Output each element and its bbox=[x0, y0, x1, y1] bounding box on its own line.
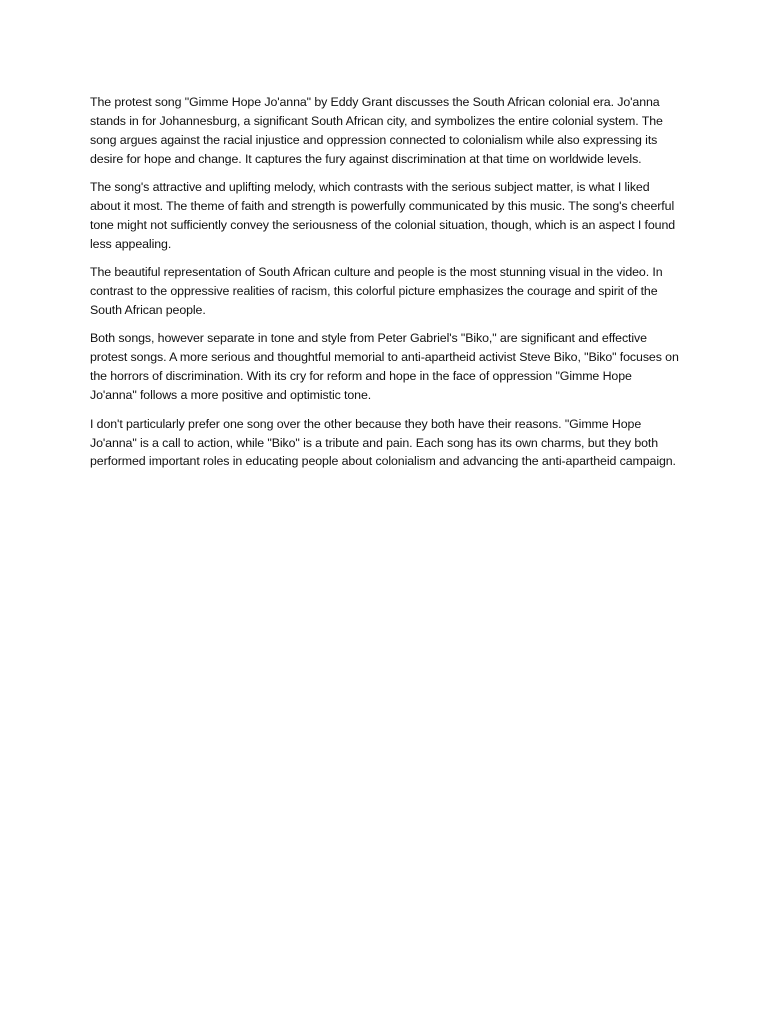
paragraph-1: The protest song "Gimme Hope Jo'anna" by Eddy Grant discusses the South African colonial era. Jo'anna stands in for Johannesburg, a significant South African city, and symbolizes the entire colonial system. The song argues against the racial injustice and oppression connected to colonialism while also expressing its desire for hope and change. It captures the fury against discrimination at that time on worldwide levels. bbox=[90, 95, 663, 166]
paragraph-4: Both songs, however separate in tone and style from Peter Gabriel's "Biko," are significant and effective protest songs. A more serious and thoughtful memorial to anti-apartheid activist Steve Biko, "Biko" focuses on the horrors of discrimination. With its cry for reform and hope in the face of oppression "Gimme Hope Jo'anna" follows a more positive and optimistic tone. bbox=[90, 331, 679, 403]
paragraph-5: I don't particularly prefer one song over the other because they both have their reasons. "Gimme Hope Jo'anna" is a call to action, while "Biko" is a tribute and pain. Each song has its own charms, but they both performed important roles in educating people about colonialism and advancing the anti-apartheid campaign. bbox=[90, 416, 676, 469]
paragraph-2: The song's attractive and uplifting melody, which contrasts with the serious subject matter, is what I liked about it most. The theme of faith and strength is powerfully communicated by this music. The song's cheerful tone might not sufficiently convey the seriousness of the colonial situation, though, which is an aspect I found less appealing. bbox=[90, 180, 676, 251]
paragraph-3: The beautiful representation of South African culture and people is the most stunning visual in the video. In contrast to the oppressive realities of racism, this colorful picture emphasizes the courage and spirit of the South African people. bbox=[90, 265, 663, 318]
